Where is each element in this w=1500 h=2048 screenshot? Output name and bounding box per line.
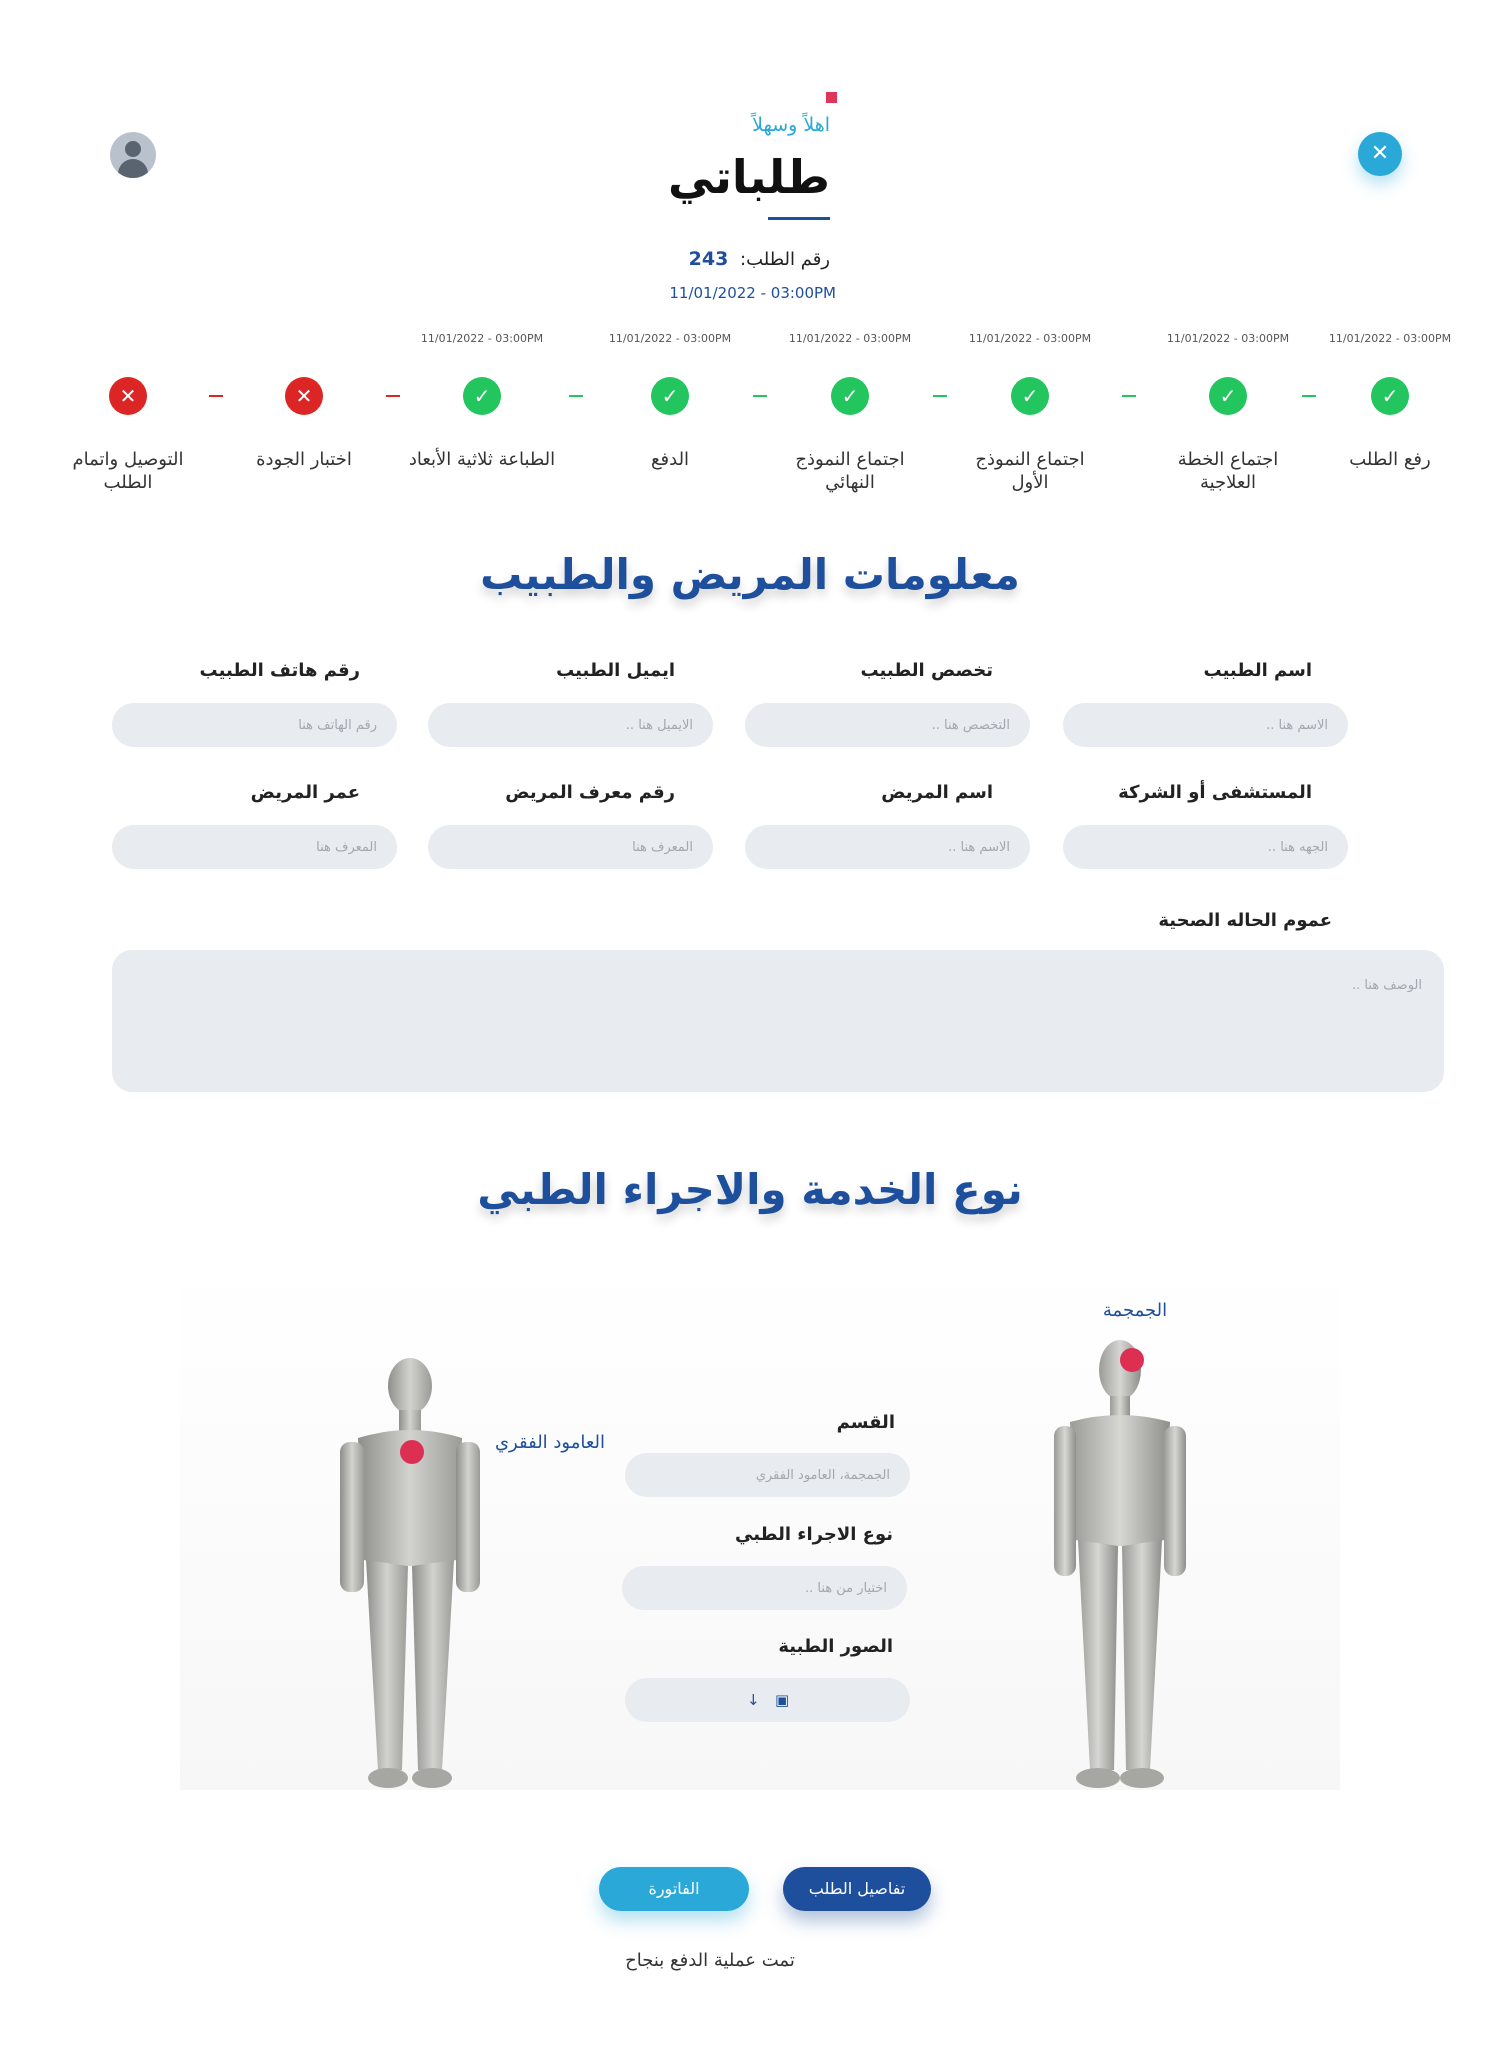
step-connector [209, 395, 223, 397]
procedure-label: نوع الاجراء الطبي [734, 1524, 893, 1545]
procedure-select[interactable] [622, 1566, 907, 1610]
step-connector [753, 395, 767, 397]
step-label: اجتماع النموذج الأول [975, 449, 1085, 493]
spine-marker[interactable] [400, 1440, 424, 1464]
form-input[interactable] [745, 703, 1030, 747]
step-date: 11/01/2022 - 03:00PM [968, 332, 1092, 345]
step-date: 11/01/2022 - 03:00PM [420, 332, 544, 345]
download-arrow-icon: ↓ [747, 1691, 760, 1709]
step-label: التوصيل واتمام الطلب [72, 449, 184, 493]
avatar[interactable] [110, 132, 156, 178]
spine-label[interactable]: العامود الفقري [494, 1432, 606, 1453]
x-icon: ✕ [109, 377, 147, 415]
page-title: طلباتي [668, 150, 830, 204]
step-connector [933, 395, 947, 397]
field-label: تخصص الطبيب [860, 660, 993, 681]
form-input[interactable] [428, 703, 713, 747]
order-number: 243 [688, 248, 729, 270]
check-icon: ✓ [831, 377, 869, 415]
step-date: 11/01/2022 - 03:00PM [608, 332, 732, 345]
field-label: رقم هاتف الطبيب [199, 660, 360, 681]
close-icon[interactable]: ✕ [1358, 132, 1402, 176]
step-label: اجتماع النموذج النهائي [795, 449, 905, 493]
avatar-head-shape [125, 141, 141, 157]
step-label: الدفع [650, 449, 690, 470]
field-label: رقم معرف المريض [505, 782, 675, 803]
section-label: القسم [836, 1412, 895, 1433]
field-label: ايميل الطبيب [556, 660, 675, 681]
form-input[interactable] [1063, 703, 1348, 747]
step-connector [1302, 395, 1316, 397]
order-number-line [560, 248, 830, 270]
image-icon: ▣ [775, 1691, 790, 1709]
step-date: 11/01/2022 - 03:00PM [788, 332, 912, 345]
medical-images-upload[interactable] [625, 1678, 910, 1722]
check-icon: ✓ [1209, 377, 1247, 415]
step-date: 11/01/2022 - 03:00PM [1328, 332, 1452, 345]
images-label: الصور الطبية [778, 1636, 893, 1657]
service-section-title: نوع الخدمة والاجراء الطبي [477, 1165, 1023, 1214]
invoice-button[interactable]: الفاتورة [599, 1867, 749, 1911]
step-connector [1122, 395, 1136, 397]
form-input[interactable] [112, 825, 397, 869]
back-body-figure[interactable] [330, 1350, 490, 1800]
form-input[interactable] [1063, 825, 1348, 869]
check-icon: ✓ [1011, 377, 1049, 415]
field-label: اسم المريض [881, 782, 993, 803]
order-date: 11/01/2022 - 03:00PM [669, 284, 836, 302]
health-label: عموم الحاله الصحية [1158, 910, 1332, 931]
form-input[interactable] [112, 703, 397, 747]
skull-marker[interactable] [1120, 1348, 1144, 1372]
field-label: عمر المريض [250, 782, 360, 803]
patient-section-title: معلومات المريض والطبيب [480, 550, 1020, 599]
form-input[interactable] [745, 825, 1030, 869]
payment-status: تمت عملية الدفع بنجاح [625, 1950, 795, 1971]
order-number-label: رقم الطلب: [740, 249, 830, 270]
step-label: الطباعة ثلاثية الأبعاد [408, 449, 556, 470]
check-icon: ✓ [651, 377, 689, 415]
form-input[interactable] [428, 825, 713, 869]
step-label: اجتماع الخطة العلاجية [1177, 449, 1279, 493]
welcome-text: اهلاً وسهلاً [752, 114, 830, 136]
decorative-dot [826, 92, 837, 103]
step-date: 11/01/2022 - 03:00PM [1166, 332, 1290, 345]
health-description-textarea[interactable] [112, 950, 1444, 1092]
field-label: اسم الطبيب [1203, 660, 1312, 681]
avatar-body-shape [118, 159, 148, 178]
section-select[interactable] [625, 1453, 910, 1497]
front-body-figure[interactable] [1040, 1330, 1200, 1800]
field-label: المستشفى أو الشركة [1118, 782, 1312, 803]
x-icon: ✕ [285, 377, 323, 415]
step-connector [569, 395, 583, 397]
step-label: اختبار الجودة [256, 449, 352, 470]
order-details-button[interactable]: تفاصيل الطلب [783, 1867, 931, 1911]
step-label: رفع الطلب [1349, 449, 1431, 470]
check-icon: ✓ [463, 377, 501, 415]
skull-label[interactable]: الجمجمة [1102, 1300, 1168, 1321]
title-underline [768, 217, 830, 220]
check-icon: ✓ [1371, 377, 1409, 415]
step-connector [386, 395, 400, 397]
